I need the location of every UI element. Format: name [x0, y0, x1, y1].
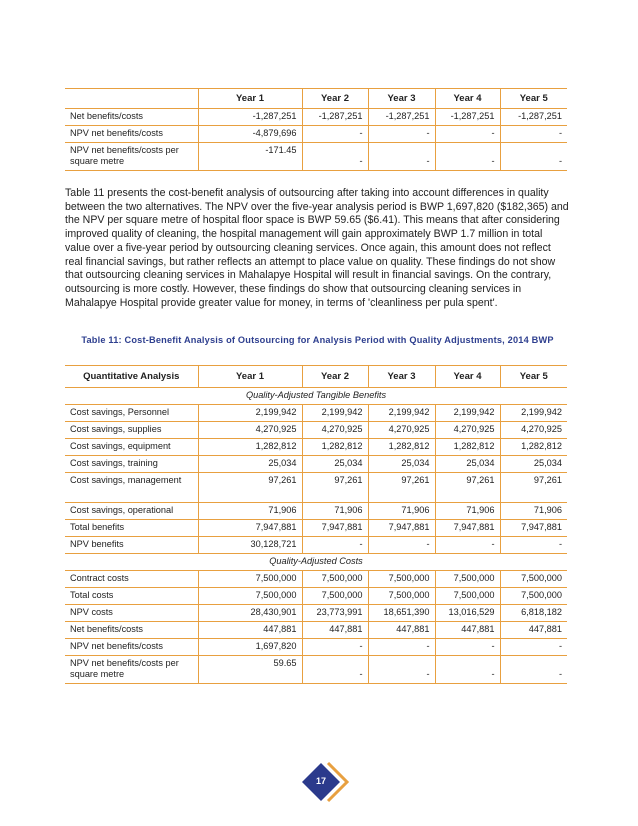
cell-value: 7,947,881	[500, 520, 567, 537]
cost-benefit-table	[65, 365, 567, 684]
cell-value: 1,282,812	[198, 439, 302, 456]
cell-value: 25,034	[368, 456, 435, 473]
cell-value: 447,881	[435, 622, 500, 639]
cell-value: 2,199,942	[302, 405, 368, 422]
cell-value: 71,906	[500, 503, 567, 520]
cell-value: 25,034	[500, 456, 567, 473]
cell-value: 4,270,925	[500, 422, 567, 439]
cell-value: -	[302, 126, 368, 143]
cell-value: -	[368, 537, 435, 554]
table-row	[65, 503, 567, 520]
table-row	[65, 405, 567, 422]
cell-value: -	[435, 126, 500, 143]
cell-value: -	[302, 143, 368, 171]
table-caption: Table 11: Cost-Benefit Analysis of Outsourcing for Analysis Period with Quality Adjustments, 2014 BWP	[81, 335, 554, 345]
section-row	[65, 388, 567, 405]
page-number-badge	[300, 760, 350, 805]
cell-value: 6,818,182	[500, 605, 567, 622]
column-header: Quantitative Analysis	[65, 366, 198, 388]
cell-value: 71,906	[435, 503, 500, 520]
table-row	[65, 605, 567, 622]
cell-value: -	[435, 656, 500, 684]
table-row	[65, 439, 567, 456]
cell-value: 7,500,000	[435, 588, 500, 605]
cell-value: 7,500,000	[198, 588, 302, 605]
row-label: Total costs	[65, 588, 198, 605]
row-label: Cost savings, operational	[65, 503, 198, 520]
cell-value: 1,282,812	[368, 439, 435, 456]
column-header: Year 5	[500, 89, 567, 109]
cell-value: 1,697,820	[198, 639, 302, 656]
cell-value: 2,199,942	[435, 405, 500, 422]
section-heading: Quality-Adjusted Tangible Benefits	[65, 388, 567, 405]
cell-value: 447,881	[198, 622, 302, 639]
cell-value: -	[368, 656, 435, 684]
cell-value: -1,287,251	[302, 109, 368, 126]
row-label: Net benefits/costs	[65, 622, 198, 639]
cell-value: 25,034	[198, 456, 302, 473]
cell-value: 7,947,881	[435, 520, 500, 537]
row-label: NPV net benefits/costs	[65, 639, 198, 656]
column-header: Year 2	[302, 366, 368, 388]
table-row	[65, 622, 567, 639]
cell-value: 97,261	[302, 473, 368, 503]
cell-value: -	[435, 639, 500, 656]
cell-value: 1,282,812	[302, 439, 368, 456]
table-row	[65, 109, 567, 126]
table-row	[65, 537, 567, 554]
column-header	[65, 89, 198, 109]
cell-value: 7,500,000	[302, 588, 368, 605]
cell-value: -1,287,251	[500, 109, 567, 126]
column-header: Year 2	[302, 89, 368, 109]
cell-value: -1,287,251	[368, 109, 435, 126]
column-header: Year 3	[368, 89, 435, 109]
cell-value: -171.45	[198, 143, 302, 171]
cell-value: 4,270,925	[302, 422, 368, 439]
cell-value: 2,199,942	[368, 405, 435, 422]
cell-value: 97,261	[435, 473, 500, 503]
column-header: Year 4	[435, 366, 500, 388]
cell-value: -	[302, 639, 368, 656]
row-label: Contract costs	[65, 571, 198, 588]
cell-value: 59.65	[198, 656, 302, 684]
cell-value: 18,651,390	[368, 605, 435, 622]
cell-value: 71,906	[302, 503, 368, 520]
cell-value: 30,128,721	[198, 537, 302, 554]
row-label: Cost savings, management	[65, 473, 198, 503]
cell-value: 23,773,991	[302, 605, 368, 622]
cell-value: 97,261	[198, 473, 302, 503]
table-row	[65, 588, 567, 605]
cell-value: -	[500, 126, 567, 143]
cell-value: 71,906	[368, 503, 435, 520]
cell-value: 4,270,925	[435, 422, 500, 439]
cell-value: -	[500, 537, 567, 554]
cell-value: 447,881	[368, 622, 435, 639]
column-header: Year 1	[198, 89, 302, 109]
page-number: 17	[315, 776, 326, 786]
cell-value: 7,500,000	[500, 588, 567, 605]
cell-value: -1,287,251	[198, 109, 302, 126]
row-label: NPV costs	[65, 605, 198, 622]
cell-value: 25,034	[302, 456, 368, 473]
column-header: Year 4	[435, 89, 500, 109]
table-row	[65, 126, 567, 143]
cell-value: 1,282,812	[500, 439, 567, 456]
cell-value: 2,199,942	[500, 405, 567, 422]
cell-value: 7,500,000	[435, 571, 500, 588]
table-row	[65, 422, 567, 439]
row-label: Cost savings, Personnel	[65, 405, 198, 422]
cell-value: -	[302, 656, 368, 684]
cell-value: -	[435, 143, 500, 171]
cell-value: 4,270,925	[198, 422, 302, 439]
row-label: Cost savings, training	[65, 456, 198, 473]
cell-value: 4,270,925	[368, 422, 435, 439]
cell-value: 13,016,529	[435, 605, 500, 622]
cell-value: -1,287,251	[435, 109, 500, 126]
cell-value: 2,199,942	[198, 405, 302, 422]
table-row	[65, 473, 567, 503]
row-label: NPV net benefits/costs	[65, 126, 198, 143]
row-label: Cost savings, equipment	[65, 439, 198, 456]
cell-value: -	[302, 537, 368, 554]
cell-value: 7,500,000	[368, 588, 435, 605]
table-row	[65, 571, 567, 588]
table-row	[65, 520, 567, 537]
table-continued	[65, 88, 567, 171]
column-header: Year 5	[500, 366, 567, 388]
column-header: Year 1	[198, 366, 302, 388]
cell-value: 25,034	[435, 456, 500, 473]
section-heading: Quality-Adjusted Costs	[65, 554, 567, 571]
cell-value: 7,500,000	[302, 571, 368, 588]
cell-value: -	[500, 656, 567, 684]
table-row	[65, 456, 567, 473]
cell-value: -	[368, 126, 435, 143]
row-label: Net benefits/costs	[65, 109, 198, 126]
row-label: Cost savings, supplies	[65, 422, 198, 439]
row-label: NPV benefits	[65, 537, 198, 554]
cell-value: 447,881	[500, 622, 567, 639]
cell-value: 7,947,881	[368, 520, 435, 537]
cell-value: 1,282,812	[435, 439, 500, 456]
row-label: NPV net benefits/costs per square metre	[65, 656, 198, 684]
cell-value: -	[368, 143, 435, 171]
row-label: NPV net benefits/costs per square metre	[65, 143, 198, 171]
cell-value: 71,906	[198, 503, 302, 520]
cell-value: -4,879,696	[198, 126, 302, 143]
section-row	[65, 554, 567, 571]
table-row	[65, 143, 567, 171]
cell-value: 7,500,000	[198, 571, 302, 588]
row-label: Total benefits	[65, 520, 198, 537]
cell-value: 447,881	[302, 622, 368, 639]
cell-value: -	[435, 537, 500, 554]
table-row	[65, 639, 567, 656]
body-paragraph: Table 11 presents the cost-benefit analysis of outsourcing after taking into account differences in quality between the two alternatives. The NPV over the five-year analysis period is BWP 1,697,820 ($182,365) and the NPV per square metre of hospital floor space is BWP 59.65 ($6.41). This means that after considering improved quality of cleaning, the hospital management will gain approximately BWP 1.7 million in total value over a five-year period by outsourcing cleaning services. Once again, this amount does not reflect real financial savings, but rather reflects an attempt to place value on quality. These findings do not show that outsourcing cleaning services in Mahalapye Hospital will result in financial savings. On the contrary, outsourcing is more costly. However, these findings do show that outsourcing cleaning services in Mahalapye Hospital provide greater value for money, in terms of 'cleanliness per pula spent'.	[65, 187, 569, 309]
table-row	[65, 656, 567, 684]
cell-value: -	[500, 639, 567, 656]
cell-value: 97,261	[368, 473, 435, 503]
cell-value: 7,500,000	[500, 571, 567, 588]
cell-value: 28,430,901	[198, 605, 302, 622]
cell-value: -	[500, 143, 567, 171]
cell-value: -	[368, 639, 435, 656]
cell-value: 7,947,881	[302, 520, 368, 537]
cell-value: 97,261	[500, 473, 567, 503]
cell-value: 7,947,881	[198, 520, 302, 537]
cell-value: 7,500,000	[368, 571, 435, 588]
column-header: Year 3	[368, 366, 435, 388]
